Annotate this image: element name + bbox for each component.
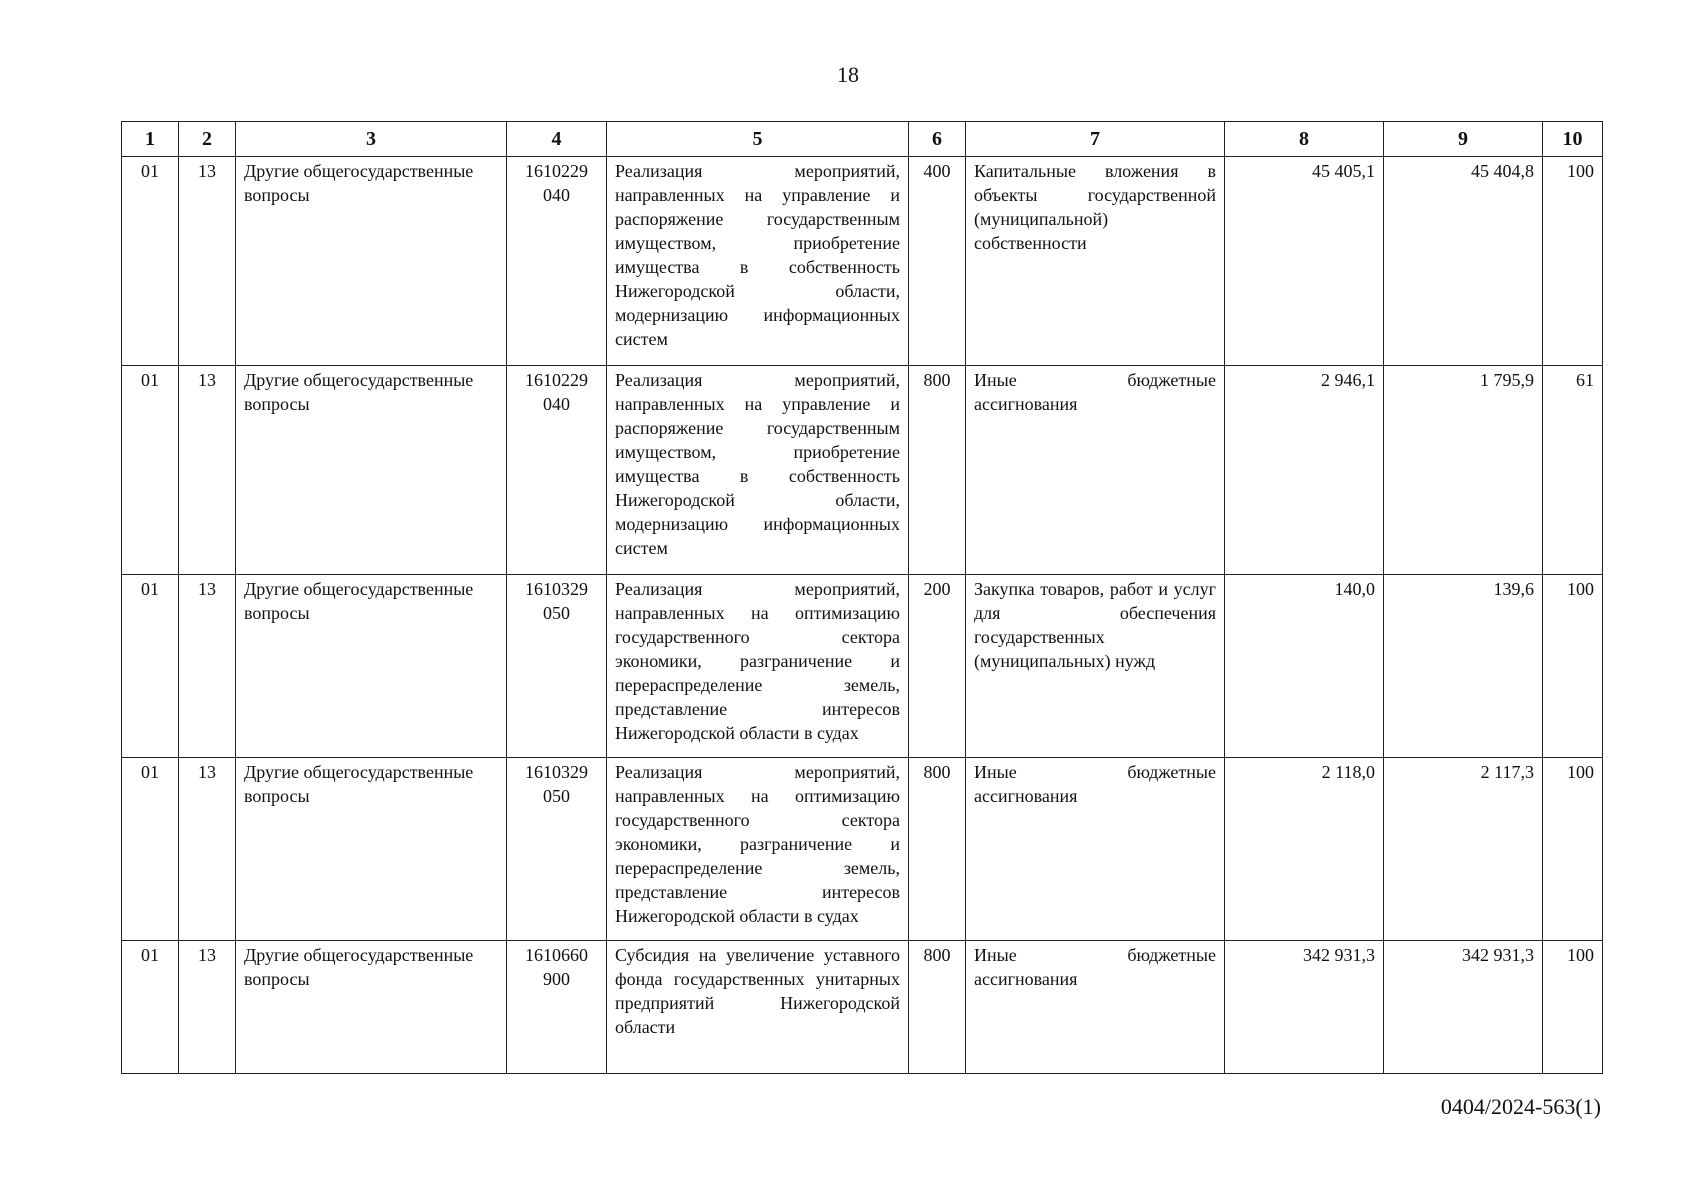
expense-type-code-cell: 400 (909, 157, 966, 366)
section-name-cell: Другие общегосударственные вопросы (236, 941, 507, 1074)
planned-amount-cell: 342 931,3 (1225, 941, 1384, 1074)
execution-percent-cell: 100 (1543, 758, 1603, 941)
target-article-cell: 1610229 040 (507, 157, 607, 366)
section-name-cell: Другие общегосударственные вопросы (236, 758, 507, 941)
page-number: 18 (837, 62, 859, 87)
column-header: 7 (966, 122, 1225, 157)
section-name-cell: Другие общегосударственные вопросы (236, 157, 507, 366)
target-article-cell: 1610329 050 (507, 575, 607, 758)
table-row (122, 366, 1603, 575)
activity-name-cell: Реализация мероприятий, направленных на оптимизацию государственного сектора экономики, разграничение и перераспределение земель, представление интересов Нижегородской области в судах (607, 758, 909, 941)
planned-amount-cell: 140,0 (1225, 575, 1384, 758)
budget-table (121, 121, 1603, 1074)
expense-type-name-cell: Иные бюджетные ассигнования (966, 758, 1225, 941)
table-row (122, 758, 1603, 941)
execution-percent-cell: 100 (1543, 941, 1603, 1074)
execution-percent-cell: 61 (1543, 366, 1603, 575)
column-header: 1 (122, 122, 179, 157)
planned-amount-cell: 2 946,1 (1225, 366, 1384, 575)
table-row (122, 157, 1603, 366)
column-header: 3 (236, 122, 507, 157)
target-article-cell: 1610329 050 (507, 758, 607, 941)
expense-type-name-cell: Капитальные вложения в объекты государственной (муниципальной) собственности (966, 157, 1225, 366)
actual-amount-cell: 1 795,9 (1384, 366, 1543, 575)
subsection-code-cell: 13 (179, 758, 236, 941)
expense-type-code-cell: 800 (909, 366, 966, 575)
subsection-code-cell: 13 (179, 575, 236, 758)
header-row (122, 122, 1603, 157)
subsection-code-cell: 13 (179, 941, 236, 1074)
expense-type-code-cell: 800 (909, 941, 966, 1074)
planned-amount-cell: 45 405,1 (1225, 157, 1384, 366)
expense-type-name-cell: Иные бюджетные ассигнования (966, 941, 1225, 1074)
column-header: 9 (1384, 122, 1543, 157)
expense-type-name-cell: Закупка товаров, работ и услуг для обеспечения государственных (муниципальных) нужд (966, 575, 1225, 758)
column-header: 2 (179, 122, 236, 157)
section-code-cell: 01 (122, 941, 179, 1074)
section-code-cell: 01 (122, 157, 179, 366)
actual-amount-cell: 2 117,3 (1384, 758, 1543, 941)
target-article-cell: 1610660 900 (507, 941, 607, 1074)
activity-name-cell: Субсидия на увеличение уставного фонда государственных унитарных предприятий Нижегородской области (607, 941, 909, 1074)
section-code-cell: 01 (122, 366, 179, 575)
activity-name-cell: Реализация мероприятий, направленных на управление и распоряжение государственным имуществом, приобретение имущества в собственность Нижегородской области, модернизацию информационных систем (607, 366, 909, 575)
expense-type-name-cell: Иные бюджетные ассигнования (966, 366, 1225, 575)
column-header: 4 (507, 122, 607, 157)
activity-name-cell: Реализация мероприятий, направленных на оптимизацию государственного сектора экономики, разграничение и перераспределение земель, представление интересов Нижегородской области в судах (607, 575, 909, 758)
table-row (122, 575, 1603, 758)
column-header: 5 (607, 122, 909, 157)
document-number: 0404/2024-563(1) (1440, 1094, 1601, 1119)
section-code-cell: 01 (122, 575, 179, 758)
section-name-cell: Другие общегосударственные вопросы (236, 575, 507, 758)
execution-percent-cell: 100 (1543, 157, 1603, 366)
expense-type-code-cell: 800 (909, 758, 966, 941)
target-article-cell: 1610229 040 (507, 366, 607, 575)
execution-percent-cell: 100 (1543, 575, 1603, 758)
column-header: 10 (1543, 122, 1603, 157)
section-name-cell: Другие общегосударственные вопросы (236, 366, 507, 575)
subsection-code-cell: 13 (179, 157, 236, 366)
table-row (122, 941, 1603, 1074)
actual-amount-cell: 45 404,8 (1384, 157, 1543, 366)
subsection-code-cell: 13 (179, 366, 236, 575)
planned-amount-cell: 2 118,0 (1225, 758, 1384, 941)
expense-type-code-cell: 200 (909, 575, 966, 758)
activity-name-cell: Реализация мероприятий, направленных на управление и распоряжение государственным имуществом, приобретение имущества в собственность Нижегородской области, модернизацию информационных систем (607, 157, 909, 366)
section-code-cell: 01 (122, 758, 179, 941)
actual-amount-cell: 342 931,3 (1384, 941, 1543, 1074)
column-header: 8 (1225, 122, 1384, 157)
column-header: 6 (909, 122, 966, 157)
actual-amount-cell: 139,6 (1384, 575, 1543, 758)
